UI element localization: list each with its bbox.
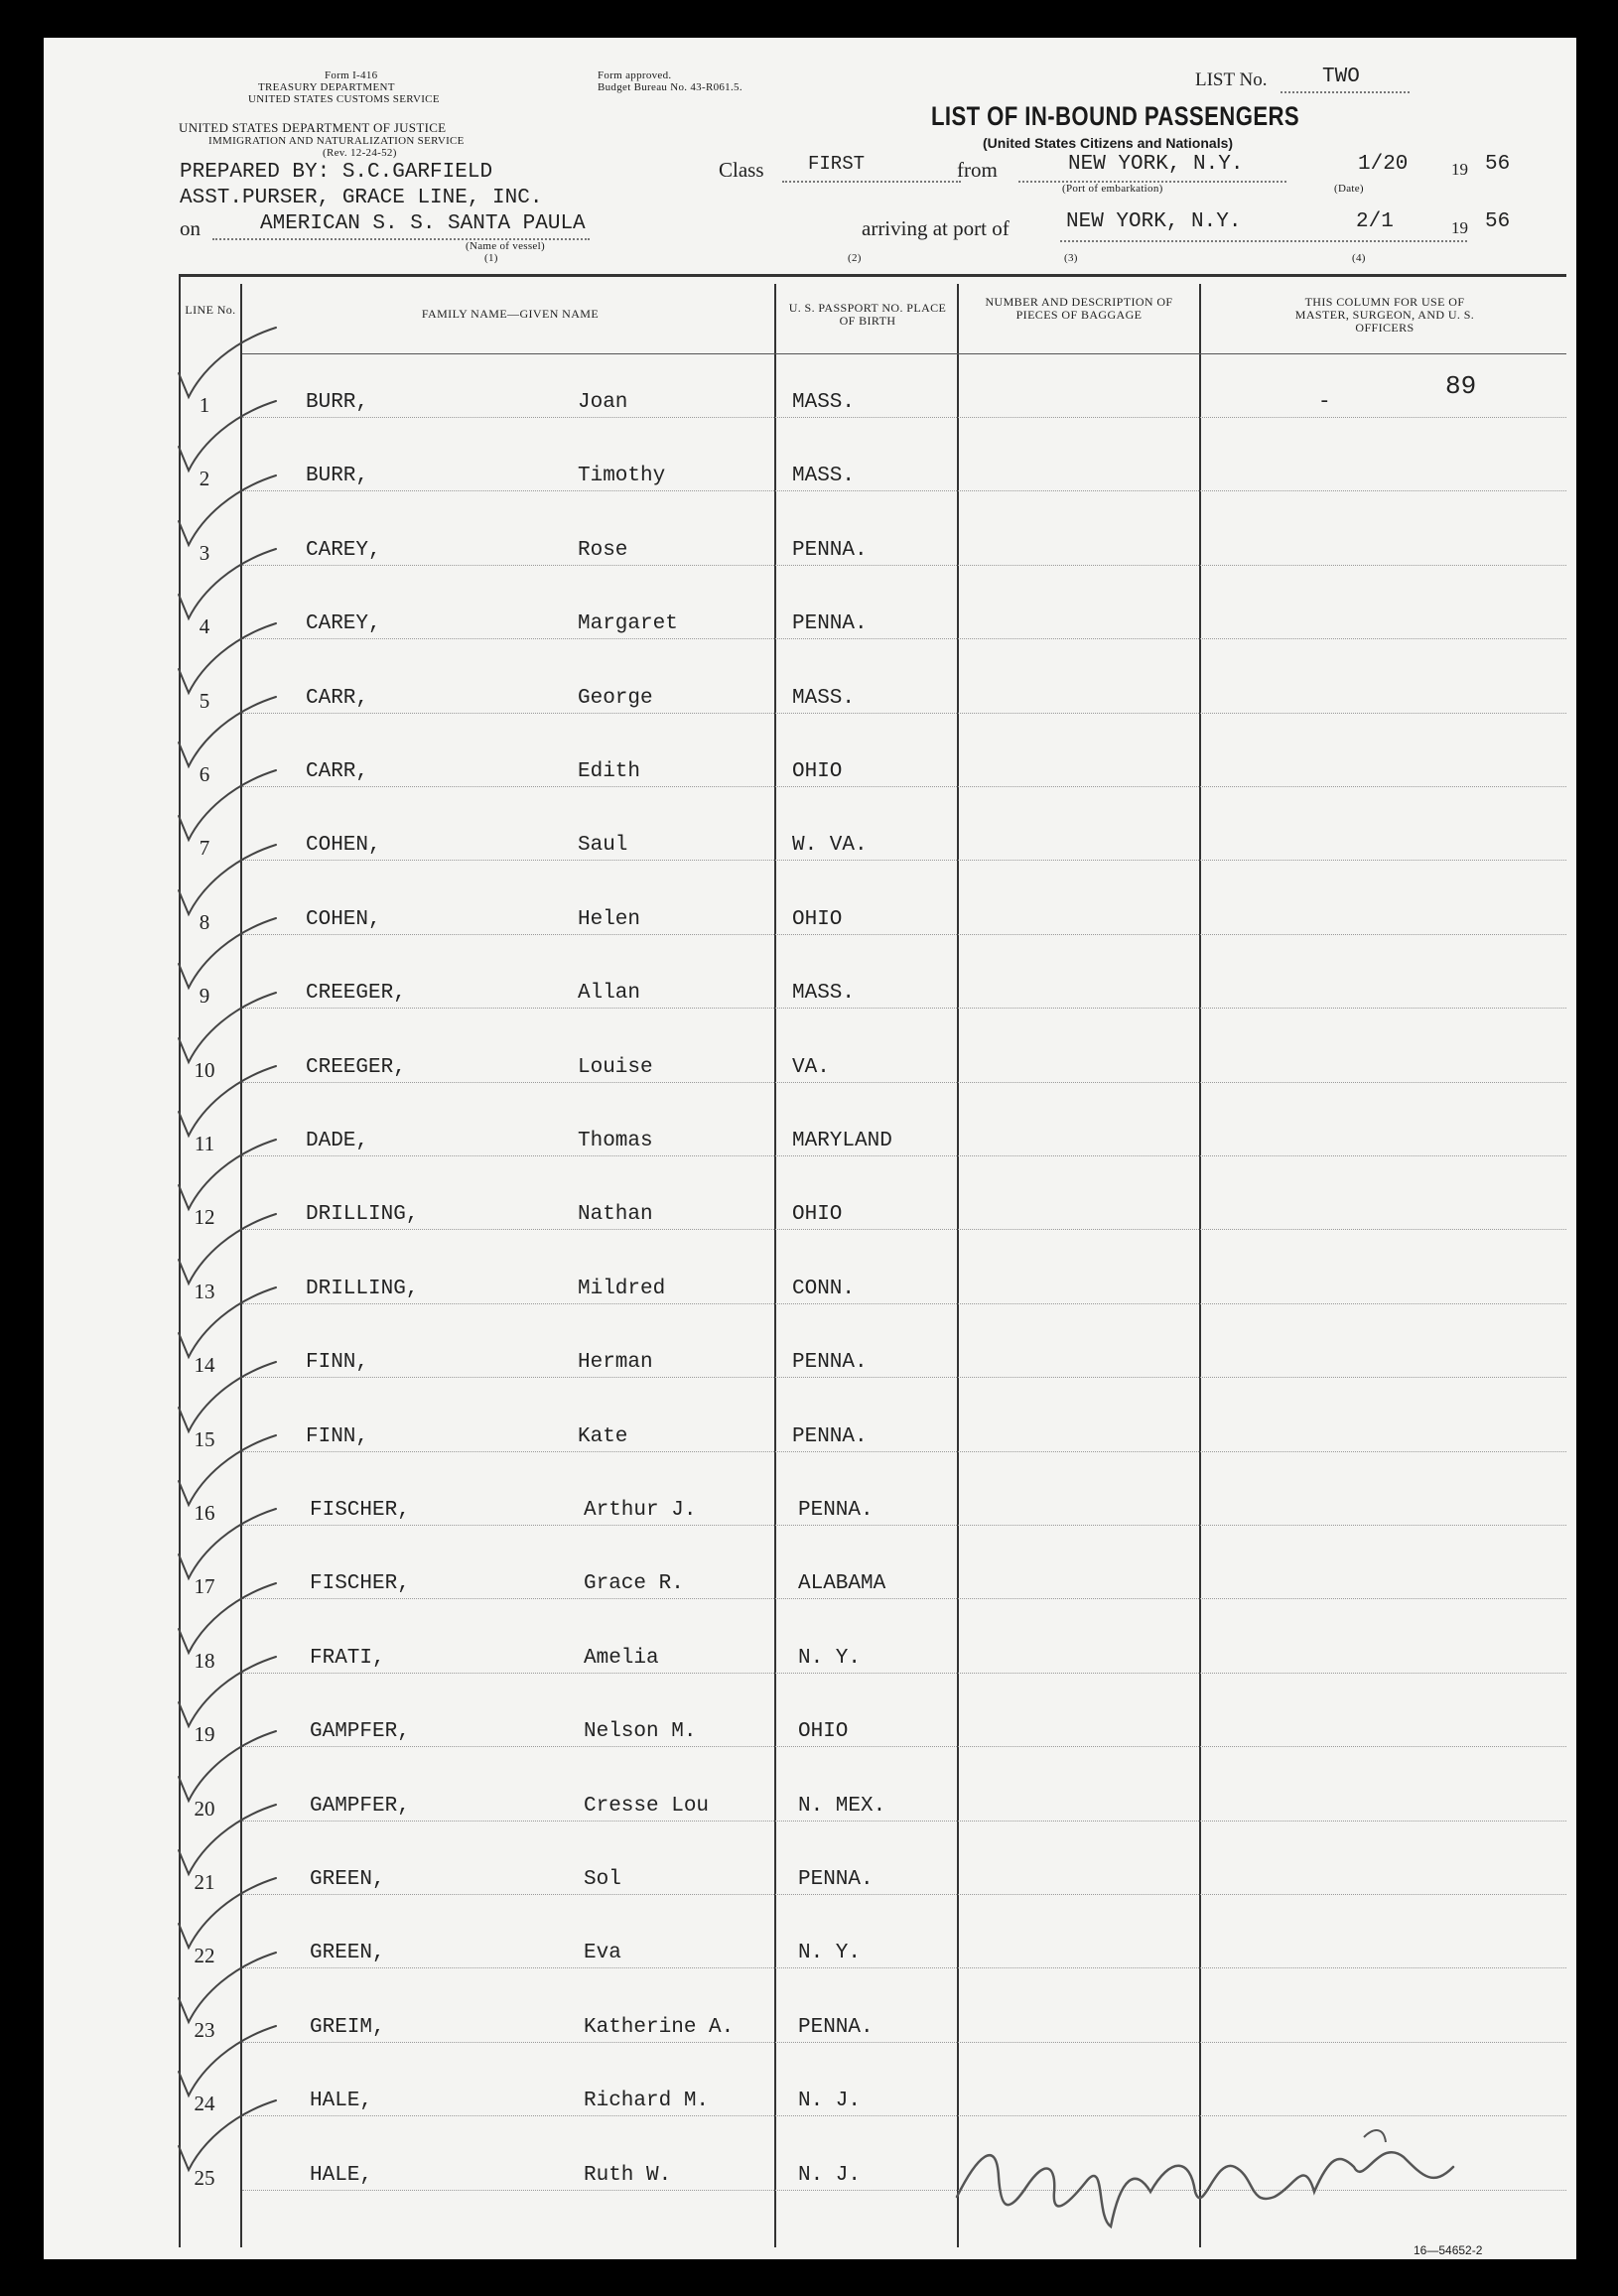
row-rule	[242, 1082, 1566, 1083]
prepared-by: PREPARED BY: S.C.GARFIELD	[180, 161, 493, 184]
from-port: NEW YORK, N.Y.	[1068, 153, 1244, 176]
line-number: 24	[194, 2092, 215, 2116]
place-of-birth: PENNA.	[792, 1351, 868, 1375]
line-number: 20	[194, 1796, 215, 1821]
port-caption: (Port of embarkation)	[1062, 183, 1163, 195]
check-mark-icon	[173, 619, 282, 699]
check-mark-icon	[173, 766, 282, 846]
year-prefix: 19	[1451, 160, 1468, 179]
year-prefix-2: 19	[1451, 218, 1468, 237]
table-row	[183, 573, 1566, 646]
line-number: 1	[199, 393, 210, 417]
family-name: FISCHER,	[310, 1572, 410, 1596]
arrival-line	[1060, 240, 1467, 242]
document-title: LIST OF IN-BOUND PASSENGERS	[931, 101, 1300, 131]
family-name: CREEGER,	[306, 982, 406, 1006]
given-name: Grace R.	[584, 1572, 684, 1596]
place-of-birth: CONN.	[792, 1277, 856, 1300]
given-name: Herman	[578, 1351, 653, 1375]
family-name: GREIM,	[310, 2015, 385, 2039]
row-rule	[242, 1525, 1566, 1526]
given-name: Amelia	[584, 1646, 659, 1670]
given-name: Katherine A.	[584, 2015, 735, 2039]
table-row	[183, 1681, 1566, 1754]
column-3-caption: (3)	[1064, 252, 1078, 264]
date-caption: (Date)	[1334, 183, 1364, 195]
family-name: FINN,	[306, 1424, 369, 1448]
row-rule	[242, 860, 1566, 861]
departure-year: 56	[1485, 153, 1511, 176]
column-4-caption: (4)	[1352, 252, 1366, 264]
place-of-birth: PENNA.	[798, 2015, 874, 2039]
line-number: 13	[194, 1279, 215, 1303]
place-of-birth: PENNA.	[798, 1499, 874, 1522]
list-no-value: TWO	[1322, 66, 1360, 88]
check-mark-icon	[173, 1801, 282, 1880]
table-row	[183, 869, 1566, 942]
check-mark-icon	[173, 472, 282, 551]
approval-note: Form approved.	[598, 69, 672, 81]
check-mark-icon	[173, 1949, 282, 2028]
table-row	[183, 1533, 1566, 1606]
arrival-date: 2/1	[1356, 210, 1394, 233]
class-value: FIRST	[808, 153, 866, 175]
table-row	[183, 647, 1566, 721]
table-row	[183, 1311, 1566, 1385]
row-rule	[242, 2042, 1566, 2043]
place-of-birth: MASS.	[792, 686, 856, 710]
col-header-officers: THIS COLUMN FOR USE OF MASTER, SURGEON, AND U. S. OFFICERS	[1294, 295, 1475, 335]
table-row	[183, 1090, 1566, 1163]
check-mark-icon	[173, 841, 282, 920]
place-of-birth: PENNA.	[792, 538, 868, 562]
family-name: GREEN,	[310, 1868, 385, 1891]
arrival-port: NEW YORK, N.Y.	[1066, 210, 1242, 233]
family-name: GREEN,	[310, 1942, 385, 1965]
family-name: HALE,	[310, 2090, 373, 2113]
family-name: COHEN,	[306, 834, 381, 858]
table-row	[183, 1238, 1566, 1311]
departure-date: 1/20	[1358, 153, 1409, 176]
check-mark-icon	[173, 1062, 282, 1142]
given-name: Margaret	[578, 612, 678, 636]
check-mark-icon	[173, 1579, 282, 1659]
row-rule	[242, 1303, 1566, 1304]
check-mark-icon	[173, 914, 282, 994]
officer-note: 89	[1445, 371, 1477, 401]
given-name: Richard M.	[584, 2090, 710, 2113]
line-number: 19	[194, 1722, 215, 1747]
line-number: 11	[194, 1132, 215, 1155]
from-label: from	[957, 158, 998, 182]
column-1-caption: (1)	[484, 252, 498, 264]
line-number: 2	[199, 467, 210, 491]
given-name: Ruth W.	[584, 2163, 672, 2187]
given-name: Nelson M.	[584, 1720, 697, 1744]
check-mark-icon	[173, 693, 282, 772]
form-number: Form I-416	[325, 69, 378, 81]
place-of-birth: PENNA.	[792, 612, 868, 636]
place-of-birth: N. Y.	[798, 1942, 862, 1965]
family-name: BURR,	[306, 391, 369, 414]
given-name: Allan	[578, 982, 641, 1006]
row-rule	[242, 1008, 1566, 1009]
family-name: HALE,	[310, 2163, 373, 2187]
check-mark-icon	[173, 1283, 282, 1363]
given-name: Timothy	[578, 465, 666, 488]
given-name: Cresse Lou	[584, 1794, 710, 1818]
check-mark-icon	[173, 397, 282, 476]
table-row	[183, 1828, 1566, 1902]
place-of-birth: VA.	[792, 1055, 830, 1079]
budget-bureau: Budget Bureau No. 43-R061.5.	[598, 81, 742, 93]
justice-department: UNITED STATES DEPARTMENT OF JUSTICE	[179, 120, 447, 135]
check-mark-icon	[173, 2022, 282, 2101]
treasury-department: TREASURY DEPARTMENT	[258, 81, 395, 93]
family-name: GAMPFER,	[310, 1794, 410, 1818]
line-number: 23	[194, 2017, 215, 2042]
line-number: 7	[199, 836, 210, 861]
row-rule	[242, 565, 1566, 566]
family-name: DRILLING,	[306, 1203, 419, 1227]
form-code: 16—54652-2	[1414, 2243, 1483, 2257]
check-mark-icon	[173, 2096, 282, 2176]
arriving-label: arriving at port of	[862, 216, 1010, 240]
line-number: 10	[194, 1057, 215, 1082]
row-rule	[242, 1746, 1566, 1747]
line-number: 22	[194, 1944, 215, 1968]
family-name: CAREY,	[306, 612, 381, 636]
check-mark-icon	[173, 545, 282, 624]
family-name: GAMPFER,	[310, 1720, 410, 1744]
table-row	[183, 942, 1566, 1015]
check-mark-icon	[173, 1874, 282, 1954]
given-name: Edith	[578, 760, 641, 783]
col-header-name: FAMILY NAME—GIVEN NAME	[421, 307, 600, 321]
officer-dash: -	[1318, 391, 1331, 414]
place-of-birth: N. J.	[798, 2090, 862, 2113]
line-number: 25	[194, 2165, 215, 2190]
table-row	[183, 1459, 1566, 1533]
place-of-birth: PENNA.	[798, 1868, 874, 1891]
column-2-caption: (2)	[848, 252, 862, 264]
place-of-birth: MASS.	[792, 982, 856, 1006]
family-name: CARR,	[306, 760, 369, 783]
col-header-baggage: NUMBER AND DESCRIPTION OF PIECES OF BAGGAGE	[985, 295, 1173, 322]
check-mark-icon	[173, 1136, 282, 1215]
family-name: FISCHER,	[310, 1499, 410, 1522]
inspector-signature	[937, 2097, 1493, 2236]
line-number: 3	[199, 540, 210, 565]
place-of-birth: OHIO	[792, 1203, 843, 1227]
place-of-birth: N. J.	[798, 2163, 862, 2187]
family-name: COHEN,	[306, 907, 381, 931]
family-name: DRILLING,	[306, 1277, 419, 1300]
table-row	[183, 351, 1566, 425]
line-number: 18	[194, 1648, 215, 1673]
given-name: Joan	[578, 391, 628, 414]
table-row	[183, 1386, 1566, 1459]
line-number: 6	[199, 762, 210, 786]
table-row	[183, 1755, 1566, 1828]
row-rule	[242, 1229, 1566, 1230]
place-of-birth: ALABAMA	[798, 1572, 886, 1596]
line-number: 4	[199, 614, 210, 639]
check-mark-icon	[173, 1210, 282, 1289]
place-of-birth: PENNA.	[792, 1424, 868, 1448]
line-number: 21	[194, 1870, 215, 1894]
table-row	[183, 794, 1566, 868]
given-name: Mildred	[578, 1277, 666, 1300]
given-name: Eva	[584, 1942, 621, 1965]
table-row	[183, 425, 1566, 498]
family-name: FRATI,	[310, 1646, 385, 1670]
line-number: 15	[194, 1426, 215, 1451]
place-of-birth: OHIO	[792, 760, 843, 783]
check-mark-icon	[173, 1727, 282, 1807]
family-name: BURR,	[306, 465, 369, 488]
vessel-name: AMERICAN S. S. SANTA PAULA	[260, 212, 586, 235]
table-row	[183, 721, 1566, 794]
family-name: DADE,	[306, 1130, 369, 1152]
family-name: CREEGER,	[306, 1055, 406, 1079]
place-of-birth: MARYLAND	[792, 1130, 892, 1152]
line-number: 5	[199, 688, 210, 713]
check-mark-icon	[173, 1653, 282, 1732]
given-name: Nathan	[578, 1203, 653, 1227]
place-of-birth: OHIO	[792, 907, 843, 931]
row-rule	[242, 713, 1566, 714]
check-mark-icon	[173, 1358, 282, 1437]
list-no-label: LIST No.	[1195, 69, 1268, 90]
row-rule	[242, 1598, 1566, 1599]
line-number: 12	[194, 1205, 215, 1230]
row-rule	[242, 1673, 1566, 1674]
form-revision: (Rev. 12-24-52)	[323, 147, 397, 159]
family-name: CARR,	[306, 686, 369, 710]
place-of-birth: MASS.	[792, 465, 856, 488]
family-name: FINN,	[306, 1351, 369, 1375]
place-of-birth: N. Y.	[798, 1646, 862, 1670]
family-name: CAREY,	[306, 538, 381, 562]
immigration-service: IMMIGRATION AND NATURALIZATION SERVICE	[208, 135, 465, 147]
given-name: Helen	[578, 907, 641, 931]
arrival-year: 56	[1485, 210, 1511, 233]
table-row	[183, 1902, 1566, 1975]
table-row	[183, 1016, 1566, 1090]
line-number: 8	[199, 909, 210, 934]
row-rule	[242, 934, 1566, 935]
col-header-passport: U. S. PASSPORT NO. PLACE OF BIRTH	[788, 301, 947, 328]
line-number: 14	[194, 1353, 215, 1378]
on-label: on	[180, 216, 201, 240]
row-rule	[242, 1155, 1566, 1156]
manifest-page	[44, 38, 1576, 2259]
class-label: Class	[719, 158, 764, 182]
table-top-rule	[179, 274, 1566, 277]
given-name: Saul	[578, 834, 628, 858]
row-rule	[242, 638, 1566, 639]
given-name: Rose	[578, 538, 628, 562]
class-line	[782, 181, 961, 183]
given-name: Thomas	[578, 1130, 653, 1152]
place-of-birth: N. MEX.	[798, 1794, 886, 1818]
place-of-birth: MASS.	[792, 391, 856, 414]
given-name: Sol	[584, 1868, 621, 1891]
given-name: Kate	[578, 1424, 628, 1448]
table-row	[183, 499, 1566, 573]
table-row	[183, 1163, 1566, 1237]
line-number: 16	[194, 1501, 215, 1525]
list-no-line	[1281, 91, 1410, 93]
table-row	[183, 1607, 1566, 1681]
check-mark-icon	[173, 1505, 282, 1584]
check-mark-icon	[173, 989, 282, 1068]
row-rule	[242, 786, 1566, 787]
place-of-birth: OHIO	[798, 1720, 849, 1744]
check-mark-icon	[173, 324, 282, 403]
row-rule	[242, 1967, 1566, 1968]
row-rule	[242, 1451, 1566, 1452]
given-name: Arthur J.	[584, 1499, 697, 1522]
place-of-birth: W. VA.	[792, 834, 868, 858]
row-rule	[242, 1894, 1566, 1895]
given-name: George	[578, 686, 653, 710]
row-rule	[242, 417, 1566, 418]
line-number: 17	[194, 1574, 215, 1599]
vessel-caption: (Name of vessel)	[466, 240, 545, 252]
line-number: 9	[199, 984, 210, 1009]
row-rule	[242, 1377, 1566, 1378]
row-rule	[242, 490, 1566, 491]
purser: ASST.PURSER, GRACE LINE, INC.	[180, 187, 543, 209]
col-header-line-no: LINE No.	[185, 303, 236, 317]
check-mark-icon	[173, 1431, 282, 1511]
given-name: Louise	[578, 1055, 653, 1079]
customs-service: UNITED STATES CUSTOMS SERVICE	[248, 93, 440, 105]
row-rule	[242, 1821, 1566, 1822]
table-row	[183, 1976, 1566, 2050]
document-subtitle: (United States Citizens and Nationals)	[983, 135, 1234, 151]
